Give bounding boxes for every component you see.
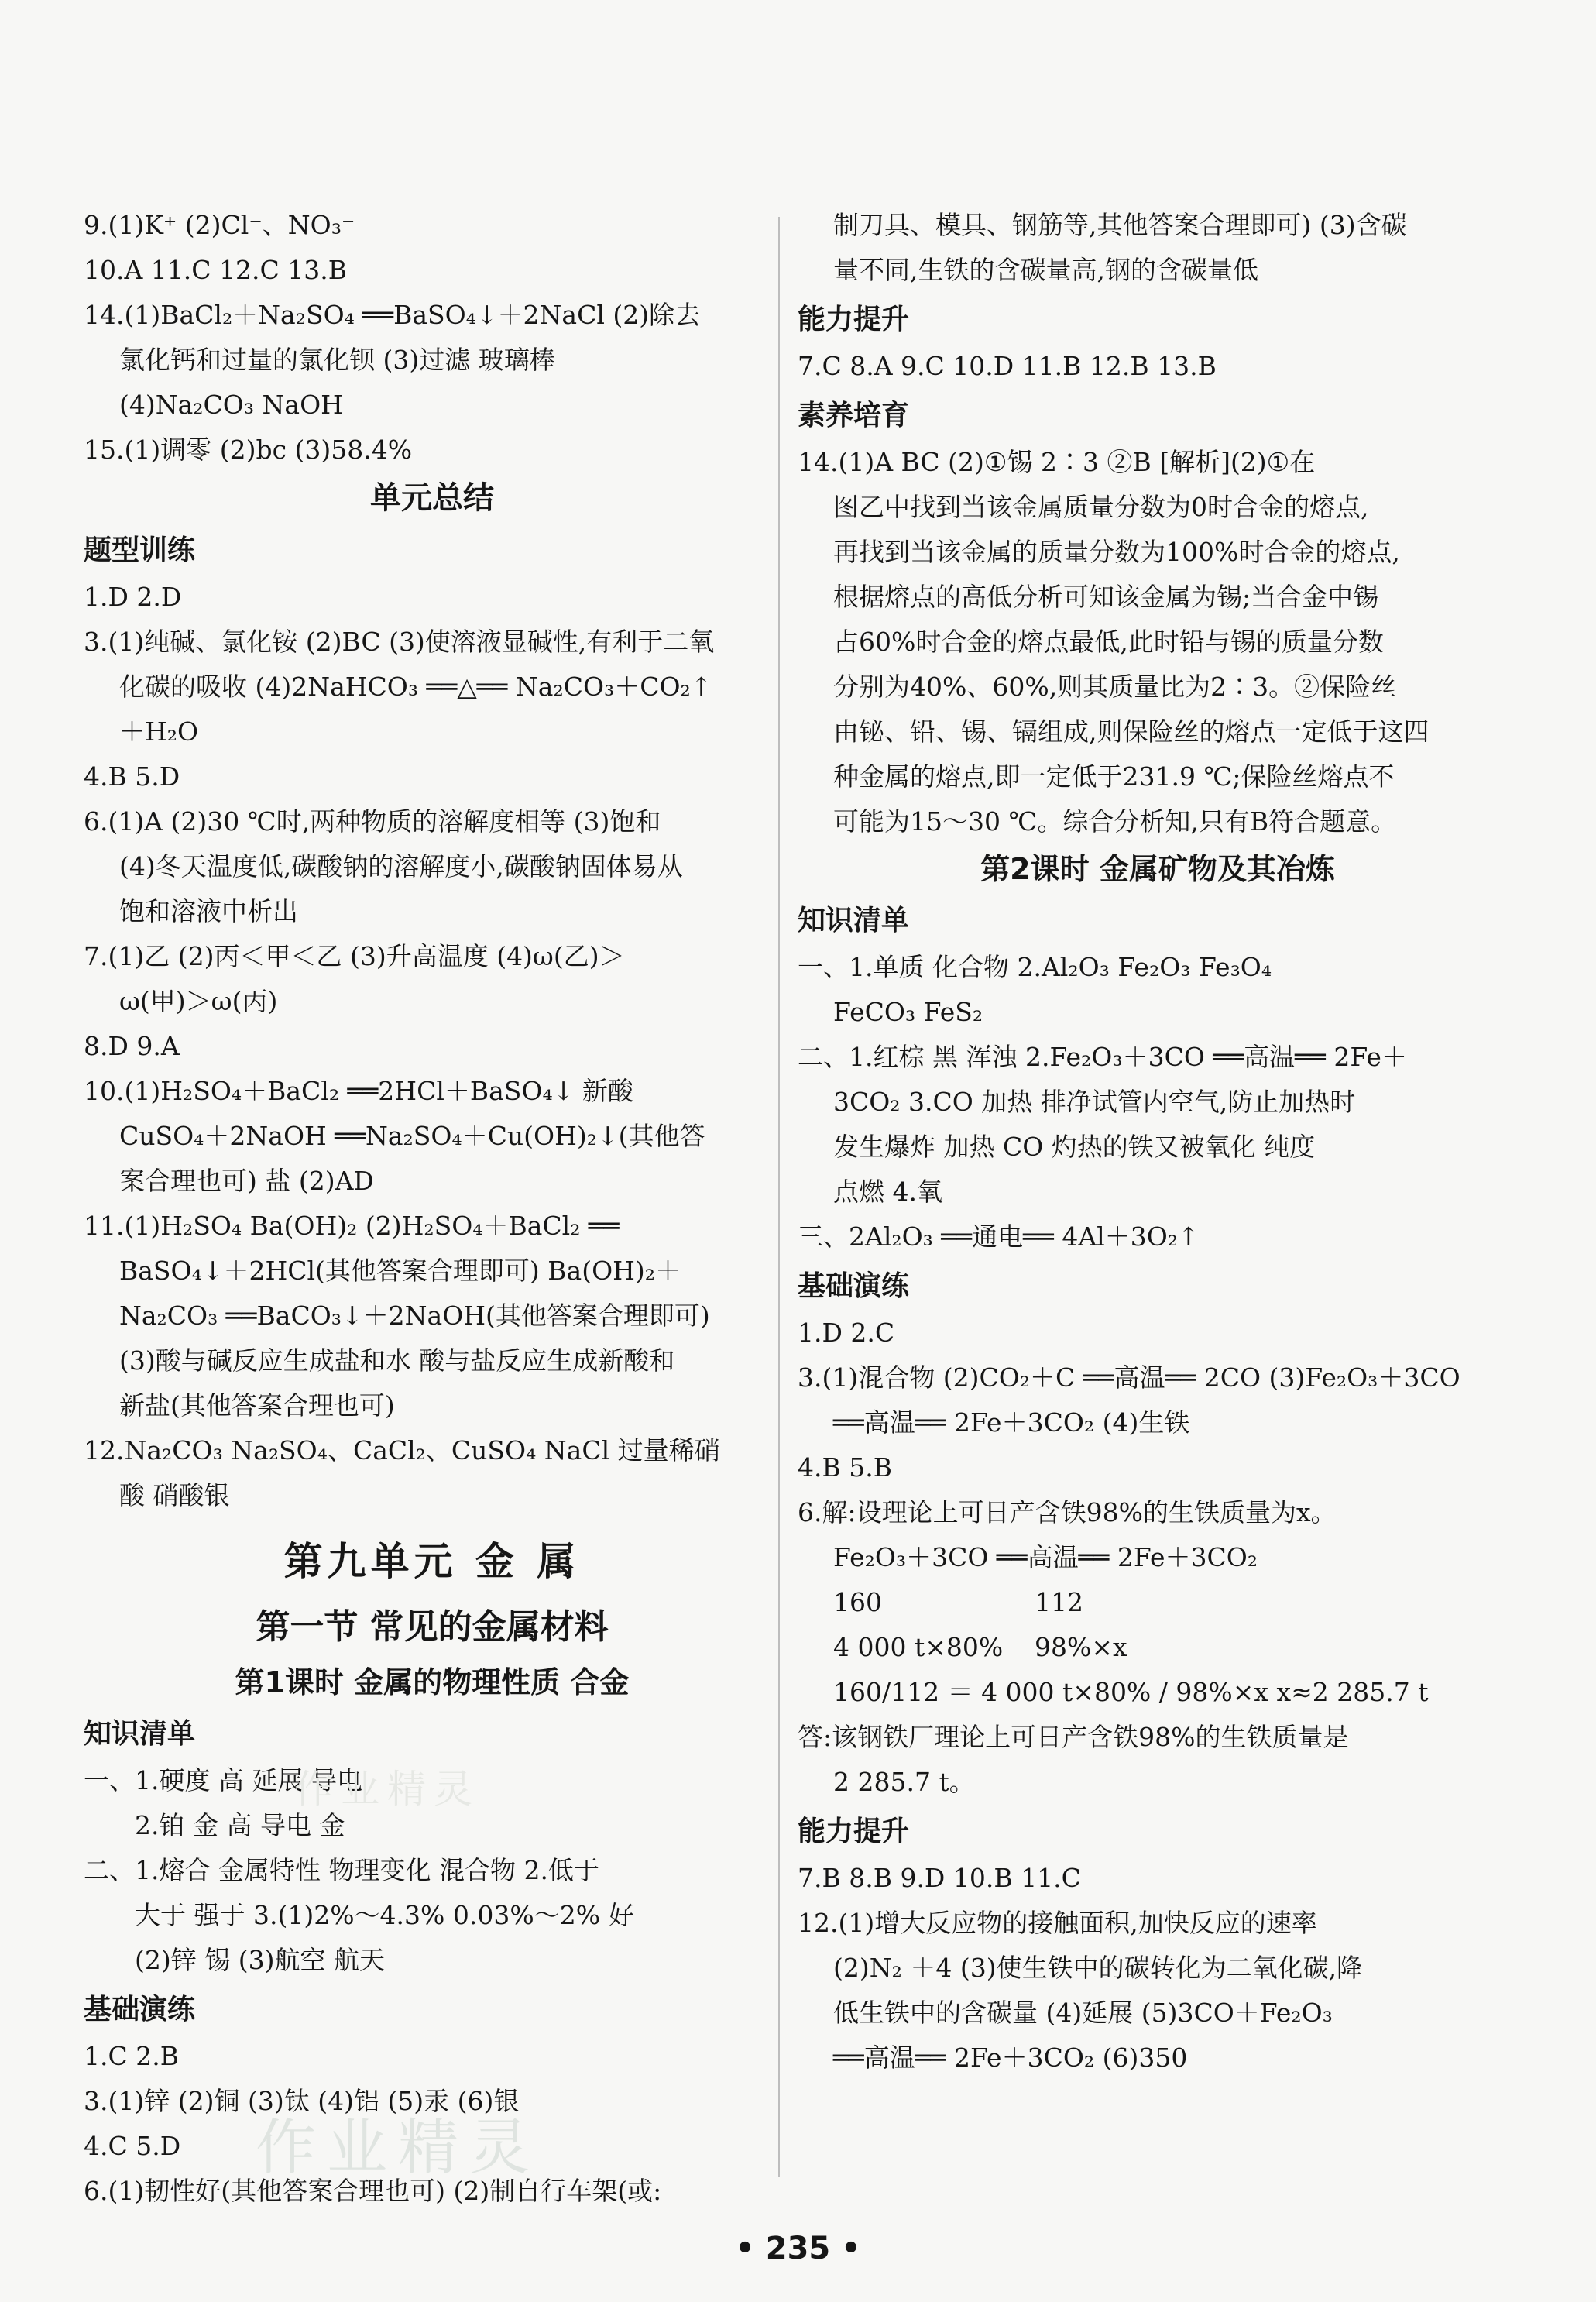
answer-line: (2)N₂ ＋4 (3)使生铁中的碳转化为二氧化碳,降 — [833, 1953, 1363, 1983]
answer-line: (4)冬天温度低,碳酸钠的溶解度小,碳酸钠固体易从 — [119, 851, 683, 881]
answer-line: 根据熔点的高低分析可知该金属为锡;当合金中锡 — [833, 582, 1379, 612]
answer-line: 9.(1)K⁺ (2)Cl⁻、NO₃⁻ — [84, 210, 355, 240]
answer-line: 12.Na₂CO₃ Na₂SO₄、CaCl₂、CuSO₄ NaCl 过量稀硝 — [84, 1435, 720, 1465]
unit-title: 第九单元 金 属 — [283, 1539, 581, 1584]
answer-line: 7.C 8.A 9.C 10.D 11.B 12.B 13.B — [798, 351, 1217, 381]
section-heading: 能力提升 — [798, 304, 910, 335]
answer-line: 氯化钙和过量的氯化钡 (3)过滤 玻璃棒 — [119, 345, 555, 375]
mass-ratio-line — [798, 1580, 1518, 1625]
answer-line: 1.D 2.D — [84, 582, 182, 612]
answer-line: 8.D 9.A — [84, 1031, 180, 1061]
answer-line: 7.(1)乙 (2)丙＜甲＜乙 (3)升高温度 (4)ω(乙)＞ — [84, 941, 625, 971]
answer-line: 由铋、铅、锡、镉组成,则保险丝的熔点一定低于这四 — [833, 716, 1430, 747]
answer-line: FeCO₃ FeS₂ — [833, 997, 983, 1027]
answer-line: 二、1.红棕 黑 浑浊 2.Fe₂O₃＋3CO ══高温══ 2Fe＋ — [798, 1042, 1407, 1072]
answer-line: 10.(1)H₂SO₄＋BaCl₂ ══2HCl＋BaSO₄↓ 新酸 — [84, 1076, 633, 1106]
answer-line: 三、2Al₂O₃ ══通电══ 4Al＋3O₂↑ — [798, 1221, 1200, 1252]
answer-line: 分别为40%、60%,则其质量比为2∶3。②保险丝 — [833, 672, 1397, 702]
answer-line: 6.(1)韧性好(其他答案合理也可) (2)制自行车架(或: — [84, 2176, 662, 2206]
answer-line: 制刀具、模具、钢筋等,其他答案合理即可) (3)含碳 — [833, 210, 1407, 240]
answer-line: 可能为15～30 ℃。综合分析知,只有B符合题意。 — [833, 806, 1397, 837]
answer-line: ══高温══ 2Fe＋3CO₂ (4)生铁 — [833, 1407, 1190, 1438]
answer-line: Na₂CO₃ ══BaCO₃↓＋2NaOH(其他答案合理即可) — [119, 1300, 710, 1331]
answer-line: ══高温══ 2Fe＋3CO₂ (6)350 — [833, 2043, 1188, 2073]
answer-line: 饱和溶液中析出 — [119, 896, 298, 926]
answer-line: 3CO₂ 3.CO 加热 排净试管内空气,防止加热时 — [833, 1087, 1356, 1117]
mass-value: 4 000 t×80% — [833, 1632, 1004, 1662]
lesson-title: 第2课时 金属矿物及其冶炼 — [980, 852, 1335, 886]
answer-line: 3.(1)混合物 (2)CO₂＋C ══高温══ 2CO (3)Fe₂O₃＋3CO — [798, 1362, 1460, 1393]
answer-line: ω(甲)＞ω(丙) — [119, 986, 278, 1016]
answer-line: BaSO₄↓＋2HCl(其他答案合理即可) Ba(OH)₂＋ — [119, 1256, 681, 1286]
answer-line: 1.D 2.C — [798, 1318, 895, 1348]
answer-line: 二、1.熔合 金属特性 物理变化 混合物 2.低于 — [84, 1855, 599, 1885]
answer-line: 4.C 5.D — [84, 2131, 181, 2161]
answer-line: 答:该钢铁厂理论上可日产含铁98%的生铁质量是 — [798, 1722, 1349, 1752]
answer-line: 7.B 8.B 9.D 10.B 11.C — [798, 1863, 1081, 1893]
proportion-line: 160/112 ＝ 4 000 t×80% / 98%×x x≈2 285.7 t — [833, 1677, 1429, 1707]
lesson-title: 第1课时 金属的物理性质 合金 — [235, 1665, 630, 1699]
section-heading: 基础演练 — [798, 1270, 910, 1302]
answer-line: 量不同,生铁的含碳量高,钢的含碳量低 — [833, 255, 1258, 285]
answer-line: 新盐(其他答案合理也可) — [119, 1390, 395, 1421]
answer-line: 3.(1)锌 (2)铜 (3)钛 (4)铝 (5)汞 (6)银 — [84, 2086, 520, 2116]
answer-line: (2)锌 锡 (3)航空 航天 — [135, 1945, 385, 1975]
answer-line: 11.(1)H₂SO₄ Ba(OH)₂ (2)H₂SO₄＋BaCl₂ ══ — [84, 1211, 620, 1241]
equation-line: Fe₂O₃＋3CO ══高温══ 2Fe＋3CO₂ — [833, 1542, 1258, 1572]
answer-line: 种金属的熔点,即一定低于231.9 ℃;保险丝熔点不 — [833, 761, 1395, 792]
answer-line: 3.(1)纯碱、氯化铵 (2)BC (3)使溶液显碱性,有利于二氧 — [84, 627, 715, 657]
mass-ratio-line — [798, 1625, 1518, 1670]
answer-line: (3)酸与碱反应生成盐和水 酸与盐反应生成新酸和 — [119, 1345, 675, 1376]
answer-line: 4.B 5.B — [798, 1452, 892, 1483]
answer-line: 一、1.硬度 高 延展 导电 — [84, 1765, 362, 1795]
answer-line: 化碳的吸收 (4)2NaHCO₃ ══△══ Na₂CO₃＋CO₂↑ — [119, 672, 712, 702]
answer-line: 1.C 2.B — [84, 2041, 179, 2071]
answer-line: 图乙中找到当该金属质量分数为0时合金的熔点, — [833, 492, 1369, 522]
right-column — [798, 203, 1518, 2080]
section-title: 第一节 常见的金属材料 — [256, 1607, 609, 1647]
unit-summary-title: 单元总结 — [370, 480, 494, 516]
mass-value: 98%×x — [1035, 1632, 1127, 1662]
answer-line: 2.铂 金 高 导电 金 — [135, 1810, 345, 1840]
section-heading: 题型训练 — [84, 534, 196, 566]
section-heading: 素养培育 — [798, 400, 910, 431]
answer-line: 4.B 5.D — [84, 761, 180, 792]
section-heading: 能力提升 — [798, 1816, 910, 1847]
watermark-text: 作业精灵 — [256, 2113, 541, 2183]
page-number: • 235 • — [735, 2231, 861, 2266]
left-column — [84, 203, 781, 2214]
answer-line: CuSO₄＋2NaOH ══Na₂SO₄＋Cu(OH)₂↓(其他答 — [119, 1121, 705, 1151]
answer-line: 低生铁中的含碳量 (4)延展 (5)3CO＋Fe₂O₃ — [833, 1998, 1333, 2028]
answer-line: 6.(1)A (2)30 ℃时,两种物质的溶解度相等 (3)饱和 — [84, 806, 661, 837]
section-heading: 知识清单 — [84, 1718, 196, 1750]
answer-line: ＋H₂O — [119, 716, 199, 747]
answer-line: 14.(1)A BC (2)①锡 2∶3 ②B [解析](2)①在 — [798, 447, 1316, 477]
answer-line: 案合理也可) 盐 (2)AD — [119, 1166, 374, 1196]
answer-line: 10.A 11.C 12.C 13.B — [84, 255, 347, 285]
answer-line: 12.(1)增大反应物的接触面积,加快反应的速率 — [798, 1908, 1317, 1938]
answer-line: 2 285.7 t。 — [833, 1767, 975, 1797]
section-heading: 基础演练 — [84, 1994, 196, 2025]
answer-line: 14.(1)BaCl₂＋Na₂SO₄ ══BaSO₄↓＋2NaCl (2)除去 — [84, 300, 701, 330]
answer-line: 一、1.单质 化合物 2.Al₂O₃ Fe₂O₃ Fe₃O₄ — [798, 952, 1272, 982]
answer-line: 再找到当该金属的质量分数为100%时合金的熔点, — [833, 537, 1400, 567]
answer-line: 点燃 4.氧 — [833, 1177, 942, 1207]
answer-line: (4)Na₂CO₃ NaOH — [119, 390, 343, 420]
section-heading: 知识清单 — [798, 905, 910, 936]
answer-line: 大于 强于 3.(1)2%～4.3% 0.03%～2% 好 — [135, 1900, 634, 1930]
mass-value: 160 — [833, 1587, 882, 1617]
watermark-text: 作业精灵 — [294, 1767, 480, 1812]
answer-line: 占60%时合金的熔点最低,此时铅与锡的质量分数 — [833, 627, 1384, 657]
mass-value: 112 — [1035, 1587, 1083, 1617]
answer-line: 15.(1)调零 (2)bc (3)58.4% — [84, 435, 413, 465]
answer-line: 酸 硝酸银 — [119, 1480, 230, 1510]
answer-line: 发生爆炸 加热 CO 灼热的铁又被氧化 纯度 — [833, 1132, 1316, 1162]
answer-line: 6.解:设理论上可日产含铁98%的生铁质量为x。 — [798, 1497, 1337, 1527]
